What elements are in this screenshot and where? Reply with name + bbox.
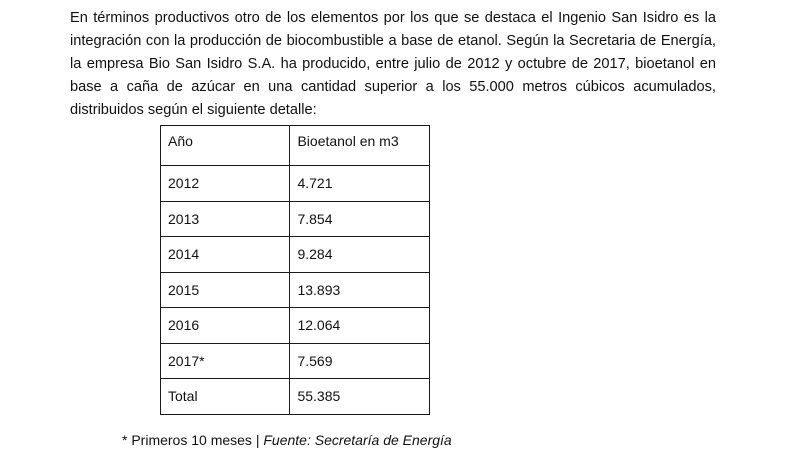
intro-paragraph: En términos productivos otro de los elementos por los que se destaca el Ingenio San Isidro es la integración con la producción de biocombustible a base de etanol. Según la Secretaria de Energía, la empresa Bio San Isidro S.A. ha producido, entre julio de 2012 y octubre de 2017, bioetanol en base a caña de azúcar en una cantidad superior a los 55.000 metros cúbicos acumulados, distribuidos según el siguiente detalle:: [70, 10, 716, 118]
cell-year: 2013: [161, 201, 290, 237]
footnote-note: * Primeros 10 meses |: [122, 432, 264, 448]
table-footnote: [122, 430, 452, 450]
cell-volume: 9.284: [290, 237, 430, 273]
cell-total-volume: 55.385: [290, 379, 430, 415]
table-row: [161, 166, 430, 202]
cell-volume: 7.569: [290, 343, 430, 379]
table-header-row: [161, 126, 430, 166]
footnote-source: Fuente: Secretaría de Energía: [263, 432, 452, 448]
table-total-row: [161, 379, 430, 415]
cell-volume: 7.854: [290, 201, 430, 237]
cell-volume: 4.721: [290, 166, 430, 202]
cell-volume: 12.064: [290, 308, 430, 344]
cell-total-label: Total: [161, 379, 290, 415]
cell-year: 2016: [161, 308, 290, 344]
bioethanol-production-table: [160, 125, 430, 415]
cell-volume: 13.893: [290, 272, 430, 308]
header-year: Año: [161, 126, 290, 166]
table-row: [161, 201, 430, 237]
cell-year: 2012: [161, 166, 290, 202]
header-bioethanol: Bioetanol en m3: [290, 126, 430, 166]
cell-year: 2017*: [161, 343, 290, 379]
cell-year: 2015: [161, 272, 290, 308]
table-row: [161, 343, 430, 379]
table-row: [161, 308, 430, 344]
table-row: [161, 272, 430, 308]
cell-year: 2014: [161, 237, 290, 273]
table-row: [161, 237, 430, 273]
